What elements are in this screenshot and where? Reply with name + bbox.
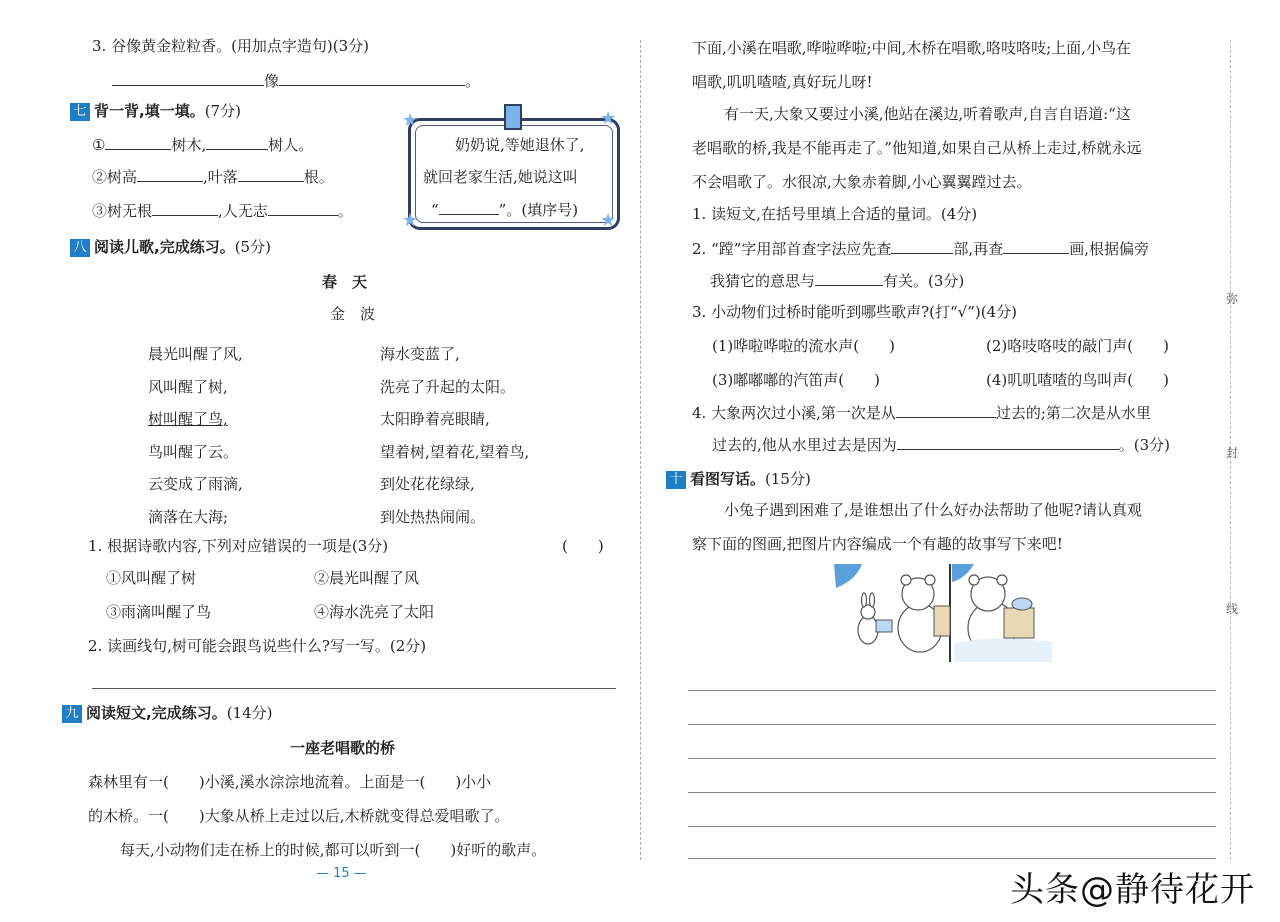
question-8-1: 1. 根据诗歌内容,下列对应错误的一项是(3分) [88, 537, 389, 555]
blank[interactable] [1003, 238, 1069, 254]
label: 根。 [303, 168, 334, 186]
option-3[interactable]: ③雨滴叫醒了鸟 [106, 603, 212, 621]
label: ,人无志 [218, 202, 268, 220]
check-option-1[interactable]: (1)哗啦哗啦的流水声( ) [712, 337, 895, 355]
answer-line[interactable] [92, 688, 616, 689]
section-title: 背一背,填一填。 [94, 102, 205, 120]
answer-paren[interactable]: ( ) [562, 537, 604, 555]
watermark: 头条@静待花开 [1010, 870, 1255, 910]
question-8-2: 2. 读画线句,树可能会跟鸟说些什么?写一写。(2分) [88, 637, 427, 655]
section-number: 十 [666, 471, 686, 489]
poem-line-underlined: 树叫醒了鸟, [148, 410, 228, 429]
section-number: 八 [70, 239, 90, 257]
poem-line: 风叫醒了树, [148, 377, 228, 396]
check-option-3[interactable]: (3)嘟嘟嘟的汽笛声( ) [712, 371, 880, 389]
label: ③树无根 [92, 202, 153, 220]
story-line: 唱歌,叽叽喳喳,真好玩儿呀! [692, 73, 873, 91]
star-icon: ★ [402, 110, 419, 131]
label: 树木, [171, 136, 207, 154]
writing-line[interactable] [688, 792, 1216, 793]
picture-illustration [834, 564, 1052, 662]
section-number: 九 [62, 705, 82, 723]
poem-line: 太阳睁着亮眼睛, [380, 410, 490, 429]
poem-right-column [380, 338, 529, 534]
page-number: — 15 — [316, 866, 367, 881]
story-line: 森林里有一( )小溪,溪水淙淙地流着。上面是一( )小小 [88, 773, 492, 791]
section-title: 看图写话。 [690, 470, 766, 488]
blank[interactable] [279, 70, 465, 86]
fill-line-1 [92, 134, 313, 155]
period: 。 [465, 72, 481, 90]
blank[interactable] [897, 434, 1119, 450]
writing-line[interactable] [688, 724, 1216, 725]
label: ,叶落 [203, 168, 238, 186]
star-icon: ★ [600, 210, 617, 231]
quote-line-3 [431, 199, 578, 220]
writing-prompt: 小兔子遇到困难了,是谁想出了什么好办法帮助了他呢?请认真观 [724, 501, 1142, 519]
fill-line-3 [92, 200, 353, 221]
question-9-2-cont [710, 270, 964, 291]
label: ① [92, 136, 106, 154]
story-line: 不会唱歌了。水很凉,大象赤着脚,小心翼翼蹚过去。 [692, 173, 1032, 191]
label: 4. 大象两次过小溪,第一次是从 [692, 404, 896, 422]
question-9-4 [692, 402, 1151, 423]
seal-mark: 封 [1226, 446, 1239, 460]
section-9-header [62, 702, 273, 723]
story-line: 每天,小动物们走在桥上的时候,都可以听到一( )好听的歌声。 [120, 841, 547, 859]
writing-line[interactable] [688, 858, 1216, 859]
quote-close: ”。(填序号) [498, 201, 579, 219]
label: 2. “蹚”字用部首查字法应先查 [692, 240, 892, 258]
label: ②树高 [92, 168, 138, 186]
clip-icon [504, 104, 522, 130]
poem-line: 滴落在大海; [148, 507, 229, 526]
rabbit-in-basket-icon [1012, 598, 1032, 610]
label: 我猜它的意思与 [710, 272, 816, 290]
option-4[interactable]: ④海水洗亮了太阳 [314, 603, 435, 621]
poem-line: 到处花花绿绿, [380, 475, 475, 494]
question-9-2 [692, 238, 1149, 259]
quote-line-2: 就回老家生活,她说这叫 [423, 168, 578, 186]
basket-icon [1004, 608, 1034, 638]
quote-open: “ [431, 201, 439, 219]
label: 树人。 [268, 136, 314, 154]
story-line: 老唱歌的桥,我是不能再走了。”他知道,如果自己从桥上走过,桥就永远 [692, 139, 1142, 157]
check-option-2[interactable]: (2)咯吱咯吱的敲门声( ) [986, 337, 1169, 355]
story-line: 下面,小溪在唱歌,哗啦哗啦;中间,木桥在唱歌,咯吱咯吱;上面,小鸟在 [692, 39, 1131, 57]
check-option-4[interactable]: (4)叽叽喳喳的鸟叫声( ) [986, 371, 1169, 389]
star-icon: ★ [402, 210, 419, 231]
poem-line: 洗亮了升起的太阳。 [380, 377, 516, 396]
label: 有关。(3分) [883, 272, 965, 290]
label: 过去的,他从水里过去是因为 [712, 436, 897, 454]
section-title: 阅读短文,完成练习。 [86, 704, 227, 722]
label: 。(3分) [1118, 436, 1171, 454]
poem-title: 春 天 [322, 273, 368, 291]
section-7-header [70, 100, 241, 121]
label: 画,根据偏旁 [1069, 240, 1149, 258]
story-title: 一座老唱歌的桥 [290, 739, 396, 757]
basket-icon [934, 606, 950, 636]
word-xiang: 像 [264, 72, 280, 90]
star-icon: ★ [600, 108, 617, 129]
question-9-1: 1. 读短文,在括号里填上合适的量词。(4分) [692, 205, 978, 223]
section-score: (5分) [234, 238, 271, 256]
poem-line: 望着树,望着花,望着鸟, [380, 442, 530, 461]
story-line: 有一天,大象又要过小溪,他站在溪边,听着歌声,自言自语道:“这 [724, 105, 1131, 123]
quote-line-1: 奶奶说,等她退休了, [455, 136, 585, 154]
fill-line-2 [92, 166, 334, 187]
poem-line: 海水变蓝了, [380, 345, 460, 363]
poem-line: 鸟叫醒了云。 [148, 442, 239, 461]
writing-line[interactable] [688, 690, 1216, 691]
section-score: (15分) [765, 470, 811, 488]
seal-mark: 线 [1226, 602, 1239, 616]
writing-prompt: 察下面的图画,把图片内容编成一个有趣的故事写下来吧! [692, 535, 1063, 553]
blank[interactable] [439, 199, 499, 215]
sun-icon [834, 564, 862, 588]
blank[interactable] [268, 200, 338, 216]
poem-line: 云变成了雨滴, [148, 475, 243, 494]
blank[interactable] [896, 402, 996, 418]
poem-author: 金 波 [330, 305, 376, 323]
section-10-header [666, 468, 811, 489]
section-number: 七 [70, 103, 90, 121]
writing-line[interactable] [688, 758, 1216, 759]
blank[interactable] [891, 238, 953, 254]
center-fold-line [640, 40, 641, 860]
blank[interactable] [137, 166, 203, 182]
blank[interactable] [238, 166, 304, 182]
writing-line[interactable] [688, 826, 1216, 827]
section-score: (14分) [226, 704, 273, 722]
option-1[interactable]: ①风叫醒了树 [106, 569, 197, 587]
question-9-3: 3. 小动物们过桥时能听到哪些歌声?(打“√”)(4分) [692, 303, 1017, 321]
poem-line: 晨光叫醒了风, [148, 345, 243, 363]
label: 过去的;第二次是从水里 [995, 404, 1151, 422]
seal-mark: 弥 [1226, 292, 1239, 306]
section-score: (7分) [204, 102, 241, 120]
poem-left-column [148, 338, 243, 534]
blank[interactable] [112, 70, 264, 86]
question-3: 3. 谷像黄金粒粒香。(用加点字造句)(3分) [92, 37, 370, 55]
quote-card [408, 118, 620, 230]
basket-icon [876, 620, 892, 632]
question-9-4-cont [712, 434, 1170, 455]
label: 。 [337, 202, 353, 220]
poem-line: 到处热热闹闹。 [380, 507, 486, 526]
label: 部,再查 [953, 240, 1004, 258]
section-title: 阅读儿歌,完成练习。 [94, 238, 235, 256]
section-8-header [70, 236, 271, 257]
ground [954, 638, 1052, 662]
sentence-fill-line [112, 70, 480, 91]
blank[interactable] [105, 134, 171, 150]
story-line: 的木桥。一( )大象从桥上走过以后,木桥就变得总爱唱歌了。 [88, 807, 510, 825]
blank[interactable] [152, 200, 218, 216]
rabbit-icon [858, 593, 878, 644]
blank[interactable] [815, 270, 883, 286]
option-2[interactable]: ②晨光叫醒了风 [314, 569, 420, 587]
blank[interactable] [206, 134, 268, 150]
